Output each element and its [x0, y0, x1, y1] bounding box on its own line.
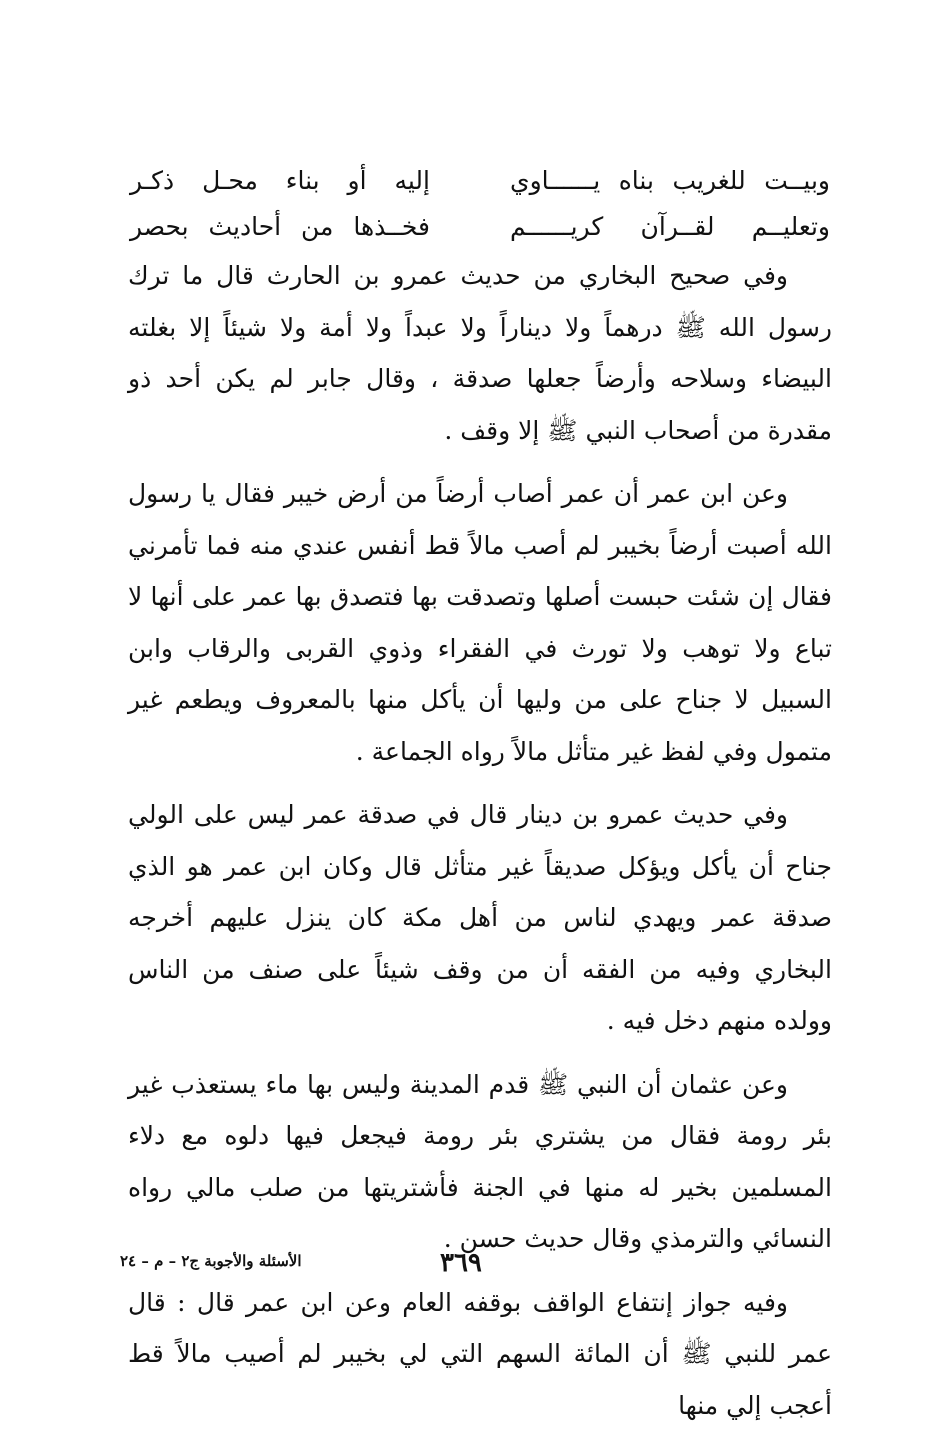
- verse-second-hemistich: فخــذها من أحاديث بحصر: [130, 212, 430, 241]
- page-number: ٣٦٩: [440, 1248, 482, 1278]
- paragraph: وفي حديث عمرو بن دينار قال في صدقة عمر ليس على الولي جناح أن يأكل ويؤكل صديقاً غير متأثل قال وكان ابن عمر هو الذي صدقة عمر ويهدي لناس من أهل مكة كان ينزل عليهم أخرجه البخاري وفيه من الفقه أن من وقف شيئاً على صنف من الناس وولده منهم دخل فيه .: [128, 800, 832, 1035]
- paragraph: وفي صحيح البخاري من حديث عمرو بن الحارث قال ما ترك رسول الله ﷺ درهماً ولا ديناراً ولا عبداً ولا أمة ولا شيئاً إلا بغلته البيضاء وسلاحه وأرضاً جعلها صدقة ، وقال جابر لم يكن أحد ذو مقدرة من أصحاب النبي ﷺ إلا وقف .: [128, 261, 832, 445]
- paragraph: وفيه جواز إنتفاع الواقف بوقفه العام وعن ابن عمر قال : قال عمر للنبي ﷺ أن المائة السهم التي لي بخيبر لم أصيب مالاً قط أعجب إلي منها: [128, 1287, 832, 1420]
- poem-verses: [130, 158, 830, 250]
- paragraph: وعن عثمان أن النبي ﷺ قدم المدينة وليس بها ماء يستعذب غير بئر رومة فقال من يشتري بئر رومة فيجعل فيها دلوه مع دلاء المسلمين بخير له منها في الجنة فأشتريتها من صلب مالي رواه النسائي والترمذي وقال حديث حسن .: [128, 1069, 832, 1253]
- verse-line: [130, 204, 830, 250]
- verse-second-hemistich: إليه أو بناء محـل ذكـر: [130, 166, 430, 195]
- verse-first-hemistich: وتعليــم لقــرآن كريــــــم: [510, 212, 830, 241]
- series-note: الأسئلة والأجوبة ج٢ – م – ٢٤: [120, 1252, 302, 1270]
- verse-first-hemistich: وبيــت للغريب بناه يــــــاوي: [510, 166, 830, 195]
- verse-line: [130, 158, 830, 204]
- page-footer: [120, 1246, 830, 1286]
- paragraph: وعن ابن عمر أن عمر أصاب أرضاً من أرض خيبر فقال يا رسول الله أصبت أرضاً بخيبر لم أصب مالاً قط أنفس عندي منه فما تأمرني فقال إن شئت حبست أصلها وتصدقت بها فتصدق بها عمر على أنها لا تباع ولا توهب ولا تورث في الفقراء وذوي القربى والرقاب وابن السبيل لا جناح على من وليها أن يأكل منها بالمعروف ويطعم غير متمول وفي لفظ غير متأثل مالاً رواه الجماعة .: [128, 479, 832, 766]
